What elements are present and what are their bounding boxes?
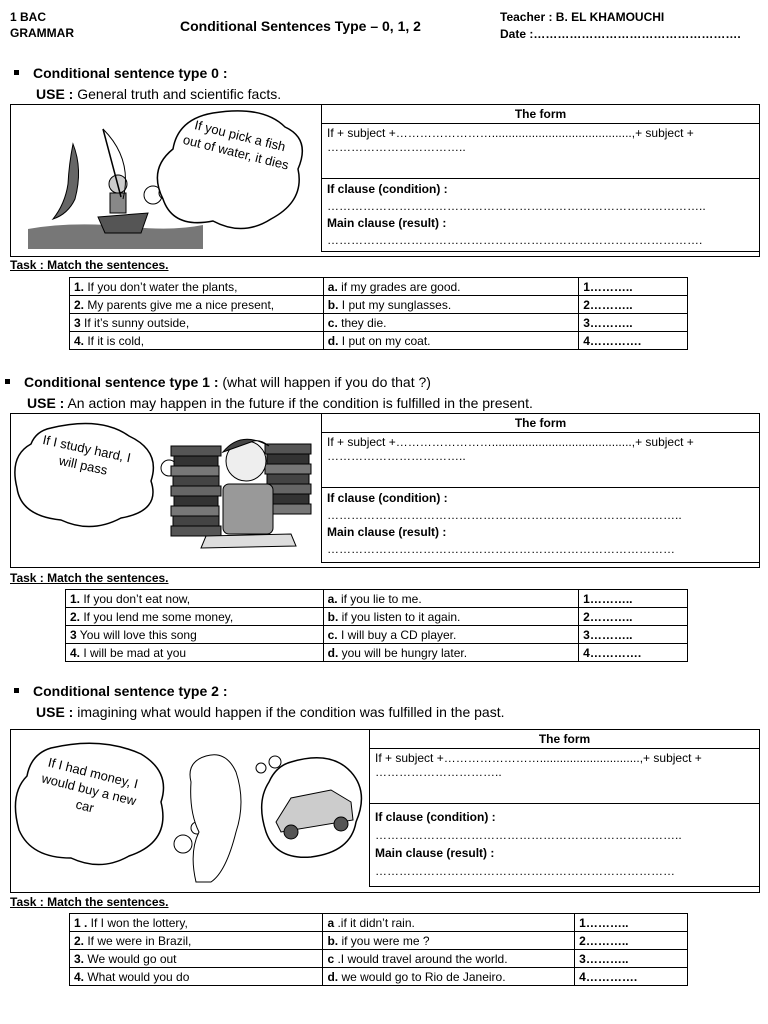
main-clause-field[interactable]: …………………………………………………………………………… bbox=[327, 542, 675, 556]
table-row bbox=[70, 296, 688, 314]
section-2-use: USE : imagining what would happen if the condition was fulfilled in the past. bbox=[36, 704, 505, 720]
section-2-box bbox=[10, 729, 760, 893]
answer-field[interactable]: 3……….. bbox=[575, 950, 688, 968]
sentence-end: if you were me ? bbox=[338, 933, 430, 948]
form-table bbox=[369, 729, 760, 887]
row-letter: c. bbox=[327, 315, 338, 330]
sentence-end: .I would travel around the world. bbox=[334, 951, 508, 966]
fishing-boy-illustration bbox=[13, 109, 313, 253]
if-clause-label: If clause (condition) : bbox=[327, 491, 448, 505]
sentence-end: I will buy a CD player. bbox=[337, 627, 457, 642]
table-row bbox=[70, 278, 688, 296]
sentence-end: I put on my coat. bbox=[338, 333, 431, 348]
answer-field[interactable]: 4…………. bbox=[579, 332, 688, 350]
sentence-start-cell bbox=[66, 644, 324, 662]
answer-field[interactable]: 3……….. bbox=[579, 314, 688, 332]
sentence-start: If it is cold, bbox=[84, 333, 145, 348]
if-clause-field[interactable]: ………………………………………………………………………………….. bbox=[327, 199, 706, 213]
answer-field[interactable]: 1……….. bbox=[579, 590, 688, 608]
page-title: Conditional Sentences Type – 0, 1, 2 bbox=[180, 18, 421, 34]
table-row bbox=[66, 644, 688, 662]
row-letter: b. bbox=[327, 297, 339, 312]
main-clause-field[interactable]: ………………………………………………………………… bbox=[375, 864, 675, 878]
sentence-start: If you lend me some money, bbox=[80, 609, 234, 624]
header-left bbox=[10, 9, 74, 41]
main-clause-label: Main clause (result) : bbox=[327, 525, 447, 539]
main-clause-field[interactable]: …………………………………………………………………………………. bbox=[327, 233, 703, 247]
main-clause-label: Main clause (result) : bbox=[375, 846, 495, 860]
sentence-end-cell bbox=[323, 950, 575, 968]
sentence-end-cell bbox=[323, 626, 579, 644]
sentence-end-cell bbox=[323, 608, 579, 626]
section-1-box bbox=[10, 413, 760, 568]
row-letter: a bbox=[327, 915, 335, 930]
row-number: 4. bbox=[74, 969, 85, 984]
sentence-start-cell bbox=[66, 590, 324, 608]
bullet-icon bbox=[14, 70, 19, 75]
form-line[interactable]: If + subject +……………………..........................................,+ subject + …………………………….. bbox=[322, 124, 760, 179]
sentence-start: If we were in Brazil, bbox=[84, 933, 192, 948]
sentence-start-cell bbox=[66, 608, 324, 626]
sentence-start: If I won the lottery, bbox=[87, 915, 188, 930]
match-table-1 bbox=[65, 589, 688, 662]
form-title: The form bbox=[322, 105, 760, 124]
table-row bbox=[66, 608, 688, 626]
section-0-box bbox=[10, 104, 760, 257]
task-label: Task : Match the sentences. bbox=[10, 895, 169, 909]
row-letter: b. bbox=[327, 609, 339, 624]
sentence-end: they die. bbox=[337, 315, 387, 330]
sentence-end-cell bbox=[323, 968, 575, 986]
sentence-end: you will be hungry later. bbox=[338, 645, 468, 660]
sentence-end: if you lie to me. bbox=[337, 591, 422, 606]
form-title: The form bbox=[322, 414, 760, 433]
row-letter: b. bbox=[327, 933, 339, 948]
sentence-end-cell bbox=[323, 644, 579, 662]
row-number: 2. bbox=[74, 297, 85, 312]
sentence-end-cell bbox=[323, 932, 575, 950]
sentence-start: What would you do bbox=[84, 969, 190, 984]
if-clause-field[interactable]: ………………………………………………………………….. bbox=[375, 828, 682, 842]
answer-field[interactable]: 2……….. bbox=[579, 296, 688, 314]
sentence-end: if you listen to it again. bbox=[338, 609, 461, 624]
sentence-start-cell bbox=[70, 932, 323, 950]
clause-cell bbox=[322, 179, 760, 252]
sentence-start: I will be mad at you bbox=[80, 645, 187, 660]
table-row bbox=[70, 950, 688, 968]
sentence-start: You will love this song bbox=[76, 627, 197, 642]
sentence-end-cell bbox=[323, 332, 578, 350]
row-letter: a. bbox=[327, 279, 338, 294]
level-label: 1 BAC bbox=[10, 10, 47, 24]
speech-bubble-text: If you pick a fish out of water, it dies bbox=[181, 117, 291, 173]
form-line[interactable]: If + subject +……………………..........................................,+ subject + …………………………….. bbox=[322, 433, 760, 488]
answer-field[interactable]: 2……….. bbox=[579, 608, 688, 626]
sentence-end: if my grades are good. bbox=[337, 279, 461, 294]
teacher-label: Teacher : B. EL KHAMOUCHI bbox=[500, 10, 665, 24]
form-title: The form bbox=[370, 730, 760, 749]
sentence-end-cell bbox=[323, 914, 575, 932]
row-number: 4. bbox=[70, 645, 81, 660]
main-clause-label: Main clause (result) : bbox=[327, 216, 447, 230]
sentence-end: I put my sunglasses. bbox=[338, 297, 452, 312]
answer-field[interactable]: 2……….. bbox=[575, 932, 688, 950]
bullet-icon bbox=[14, 688, 19, 693]
sentence-start-cell bbox=[66, 626, 324, 644]
sentence-end: .if it didn’t rain. bbox=[334, 915, 415, 930]
speech-bubble-text: If I had money, I would buy a new car bbox=[40, 754, 140, 816]
task-label: Task : Match the sentences. bbox=[10, 571, 169, 585]
answer-field[interactable]: 4…………. bbox=[575, 968, 688, 986]
section-0-use: USE : General truth and scientific facts. bbox=[36, 86, 282, 102]
row-number: 4. bbox=[74, 333, 85, 348]
row-number: 3. bbox=[74, 951, 85, 966]
clause-cell bbox=[370, 804, 760, 887]
if-clause-label: If clause (condition) : bbox=[375, 810, 496, 824]
sentence-end-cell bbox=[323, 278, 578, 296]
table-row bbox=[66, 626, 688, 644]
sentence-start: If it’s sunny outside, bbox=[80, 315, 190, 330]
answer-field[interactable]: 4…………. bbox=[579, 644, 688, 662]
sentence-end: we would go to Rio de Janeiro. bbox=[338, 969, 506, 984]
table-row bbox=[70, 968, 688, 986]
sentence-start: We would go out bbox=[84, 951, 177, 966]
sentence-start-cell bbox=[70, 914, 323, 932]
row-number: 2. bbox=[74, 933, 85, 948]
subject-label: GRAMMAR bbox=[10, 26, 74, 40]
sentence-end-cell bbox=[323, 590, 579, 608]
sentence-start-cell bbox=[70, 296, 324, 314]
date-field[interactable]: Date :……………………………………………. bbox=[500, 27, 741, 41]
row-number: 3 bbox=[70, 627, 77, 642]
table-row bbox=[70, 314, 688, 332]
row-letter: a. bbox=[327, 591, 338, 606]
table-row bbox=[70, 932, 688, 950]
speech-bubble-text: If I study hard, I will pass bbox=[41, 432, 133, 478]
header-right bbox=[500, 9, 741, 43]
sentence-start: If you don’t water the plants, bbox=[84, 279, 238, 294]
row-number: 1 . bbox=[74, 915, 88, 930]
form-line[interactable]: If + subject +……………………..............................,+ subject + ………………………….. bbox=[370, 749, 760, 804]
table-row bbox=[70, 914, 688, 932]
table-row bbox=[66, 590, 688, 608]
answer-field[interactable]: 1……….. bbox=[575, 914, 688, 932]
row-letter: d. bbox=[327, 645, 339, 660]
row-number: 2. bbox=[70, 609, 81, 624]
section-1-use: USE : An action may happen in the future if the condition is fulfilled in the present. bbox=[27, 395, 533, 411]
row-letter: d. bbox=[327, 333, 339, 348]
car-dream-illustration bbox=[11, 732, 371, 890]
answer-field[interactable]: 3……….. bbox=[579, 626, 688, 644]
sentence-end-cell bbox=[323, 314, 578, 332]
row-letter: c bbox=[327, 951, 335, 966]
clause-cell bbox=[322, 488, 760, 563]
section-1-heading: Conditional sentence type 1 : (what will happen if you do that ?) bbox=[5, 372, 431, 393]
form-table bbox=[321, 413, 760, 563]
row-number: 1. bbox=[74, 279, 85, 294]
bullet-icon bbox=[5, 379, 10, 384]
sentence-start-cell bbox=[70, 950, 323, 968]
form-table bbox=[321, 104, 760, 252]
sentence-start-cell bbox=[70, 332, 324, 350]
if-clause-field[interactable]: …………………………………………………………………………….. bbox=[327, 508, 682, 522]
row-number: 1. bbox=[70, 591, 81, 606]
row-number: 3 bbox=[74, 315, 81, 330]
sentence-start: If you don’t eat now, bbox=[80, 591, 191, 606]
sentence-start-cell bbox=[70, 278, 324, 296]
section-2-heading: Conditional sentence type 2 : bbox=[14, 681, 227, 702]
sentence-start-cell bbox=[70, 968, 323, 986]
task-label: Task : Match the sentences. bbox=[10, 258, 169, 272]
if-clause-label: If clause (condition) : bbox=[327, 182, 448, 196]
match-table-2 bbox=[69, 913, 688, 986]
sentence-end-cell bbox=[323, 296, 578, 314]
row-letter: c. bbox=[327, 627, 338, 642]
sentence-start: My parents give me a nice present, bbox=[84, 297, 275, 312]
table-row bbox=[70, 332, 688, 350]
row-letter: d. bbox=[327, 969, 339, 984]
sentence-start-cell bbox=[70, 314, 324, 332]
match-table-0 bbox=[69, 277, 688, 350]
answer-field[interactable]: 1……….. bbox=[579, 278, 688, 296]
section-0-heading: Conditional sentence type 0 : bbox=[14, 63, 227, 84]
